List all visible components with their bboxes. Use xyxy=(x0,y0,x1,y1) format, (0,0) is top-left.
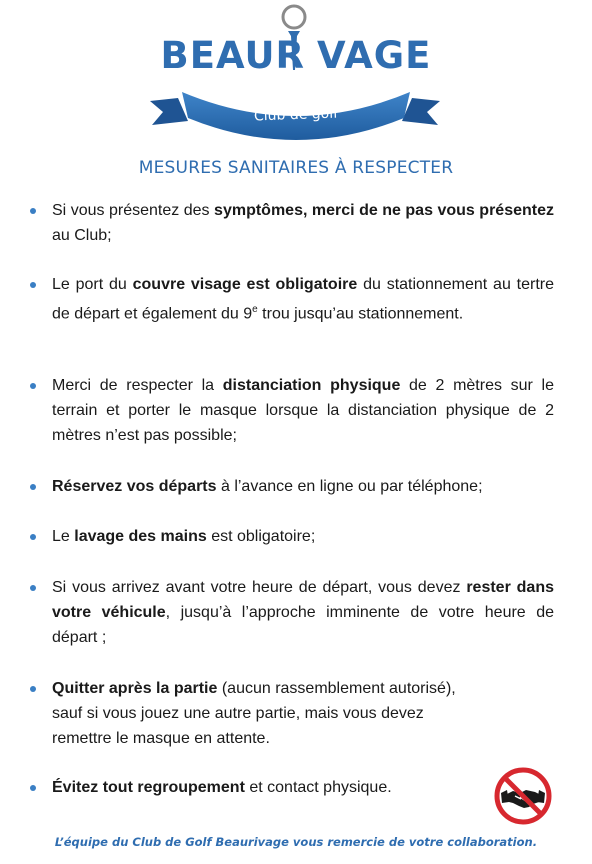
rule-text: Le port du couvre visage est obligatoire du stationnement au tertre de départ et également du 9e trou jusqu’au stationnement. xyxy=(52,276,555,323)
rule-text: Si vous présentez des symptômes, merci de ne pas vous présentez au Club; xyxy=(52,202,554,244)
club-logo xyxy=(0,0,592,150)
bullet-dot-icon xyxy=(30,282,36,288)
bullet-dot-icon xyxy=(30,383,36,389)
rule-text: Évitez tout regroupement et contact physique. xyxy=(52,779,392,796)
footer-message: L’équipe du Club de Golf Beaurivage vous remercie de votre collaboration. xyxy=(54,835,538,849)
list-item xyxy=(52,524,554,549)
bullet-dot-icon xyxy=(30,585,36,591)
logo-ribbon-text: Club de golf xyxy=(253,105,339,125)
bullet-dot-icon xyxy=(30,534,36,540)
list-item xyxy=(52,575,554,650)
rule-text: Le lavage des mains est obligatoire; xyxy=(52,528,316,545)
rule-text: Réservez vos départs à l’avance en ligne ou par téléphone; xyxy=(52,478,483,495)
page-title: MESURES SANITAIRES À RESPECTER xyxy=(138,158,454,178)
bullet-dot-icon xyxy=(30,785,36,791)
bullet-dot-icon xyxy=(30,686,36,692)
rule-text: Quitter après la partie (aucun rassemblement autorisé), sauf si vous jouez une autre partie, mais vous devez remettre le masque en attente. xyxy=(52,680,456,747)
rule-text: Merci de respecter la distanciation physique de 2 mètres sur le terrain et porter le masque lorsque la distanciation physique de 2 mètres n’est pas possible; xyxy=(52,377,555,444)
bullet-dot-icon xyxy=(30,484,36,490)
bullet-dot-icon xyxy=(30,208,36,214)
list-item xyxy=(52,272,554,326)
rule-text: Si vous arrivez avant votre heure de départ, vous devez rester dans votre véhicule, jusqu’à l’approche imminente de votre heure de départ ; xyxy=(52,579,555,646)
list-item xyxy=(52,676,554,751)
list-item xyxy=(52,198,554,248)
list-item xyxy=(52,775,554,800)
list-item xyxy=(52,474,554,499)
list-item xyxy=(52,373,554,448)
logo-wordmark: BEAUR VAGE xyxy=(160,34,432,77)
no-handshake-icon xyxy=(493,766,553,826)
